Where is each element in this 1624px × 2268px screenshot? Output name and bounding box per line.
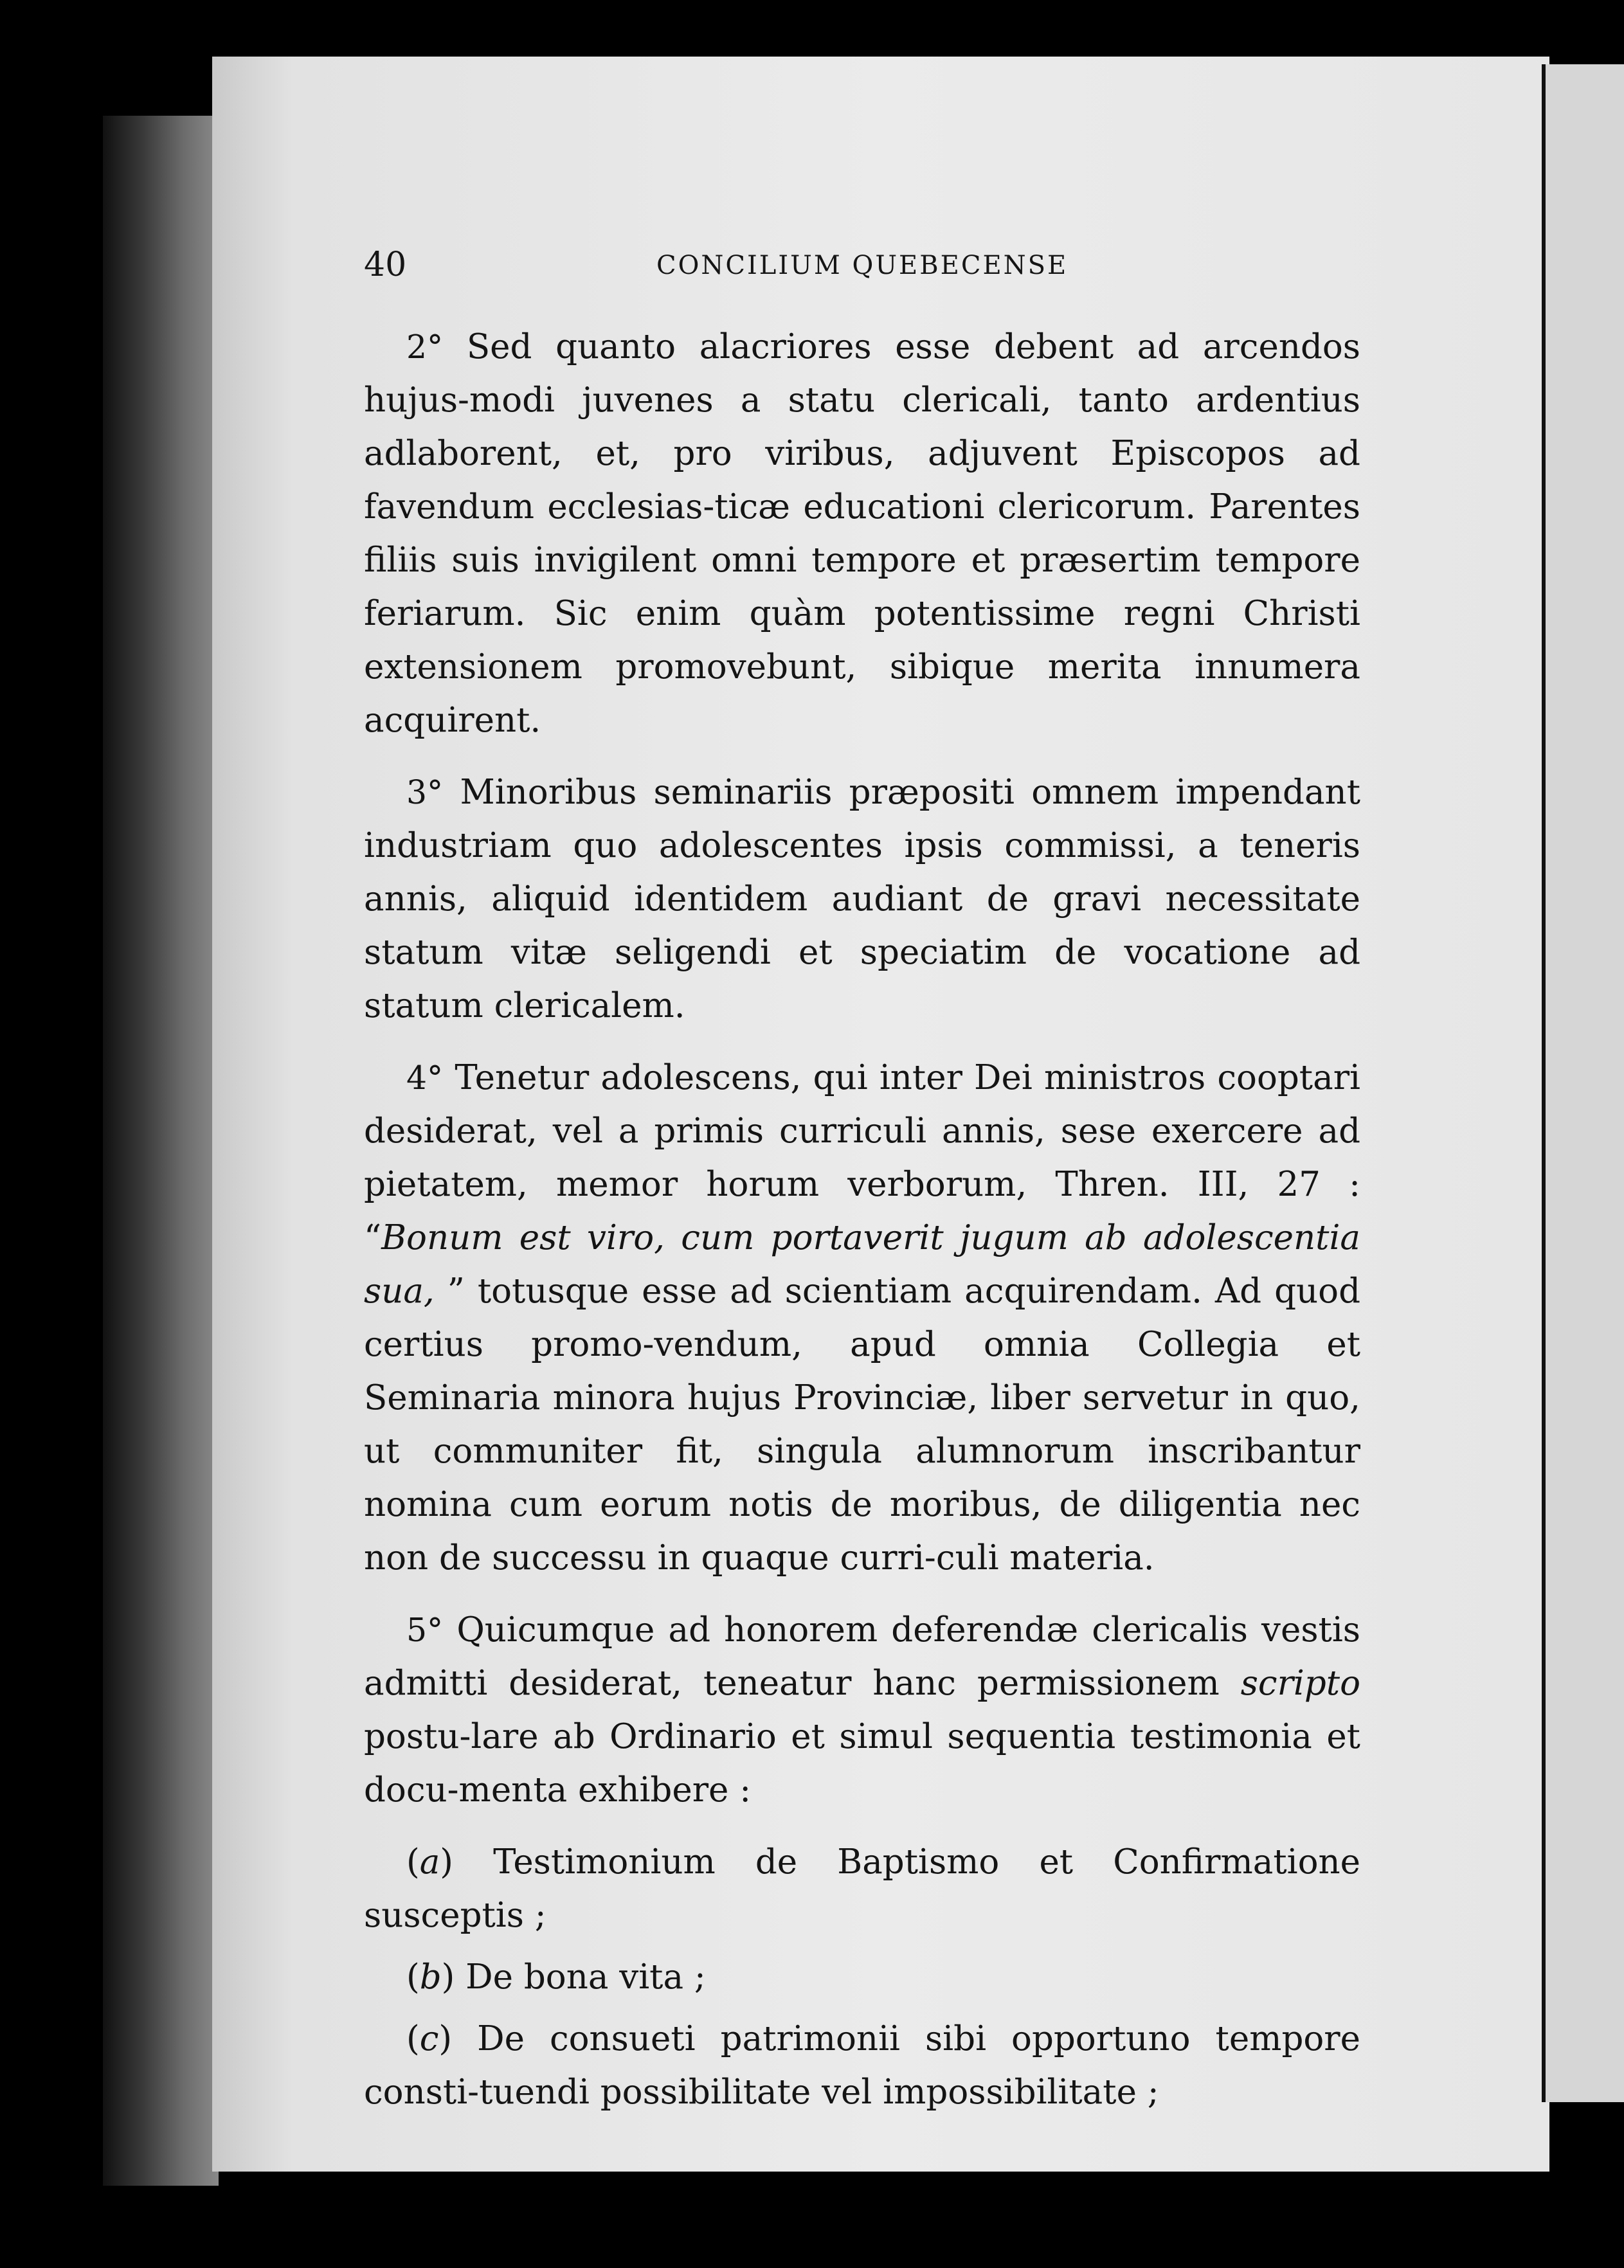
item-letter: c bbox=[419, 2019, 439, 2058]
scripture-quote: Bonum est viro, cum portaverit jugum ab adolescentia sua, bbox=[364, 1218, 1360, 1311]
list-item: (b) De bona vita ; bbox=[406, 1958, 706, 1997]
item-letter: b bbox=[419, 1958, 442, 1997]
paragraph-4 bbox=[364, 1051, 1360, 1585]
paragraph-number: 3° bbox=[406, 773, 444, 811]
page-body bbox=[364, 320, 1360, 2127]
book-spine-shadow bbox=[103, 116, 219, 2186]
list-item: (a) Testimonium de Baptismo et Confirmatione susceptis ; bbox=[364, 1842, 1360, 1935]
page-number: 40 bbox=[364, 246, 407, 284]
paragraph-number: 2° bbox=[406, 328, 444, 366]
paragraph-2 bbox=[364, 320, 1360, 747]
paragraph-text: Tenetur adolescens, qui inter Dei ministros cooptari desiderat, vel a primis curriculi annis, sese exercere ad pietatem, memor horum verborum, Thren. III, 27 : “ bbox=[364, 1058, 1360, 1257]
paragraph-number: 4° bbox=[406, 1059, 444, 1097]
facing-page-edge bbox=[1542, 64, 1624, 2102]
paragraph-text: Sed quanto alacriores esse debent ad arcendos hujus-modi juvenes a statu clericali, tanto ardentius adlaborent, et, pro viribus, adjuvent Episcopos ad favendum ecclesias-ticæ educationi clericorum. Parentes filiis suis invigilent omni tempore et præsertim tempore feriarum. Sic enim quàm potentissime regni Christi extensionem promovebunt, sibique merita innumera acquirent. bbox=[364, 327, 1360, 740]
running-title: CONCILIUM QUEBECENSE bbox=[656, 251, 1069, 280]
emphasis-word: scripto bbox=[1240, 1664, 1360, 1703]
item-text: Testimonium de Baptismo et Confirmatione susceptis ; bbox=[364, 1842, 1360, 1935]
paragraph-number: 5° bbox=[406, 1611, 444, 1649]
paragraph-text: Quicumque ad honorem deferendæ clericalis vestis admitti desiderat, teneatur hanc permissionem bbox=[364, 1610, 1360, 1703]
paragraph-text-continued: postu-lare ab Ordinario et simul sequentia testimonia et docu-menta exhibere : bbox=[364, 1717, 1360, 1810]
page-header bbox=[364, 246, 1354, 284]
paragraph-text: Minoribus seminariis præpositi omnem impendant industriam quo adolescentes ipsis commissi, a teneris annis, aliquid identidem audiant de gravi necessitate statum vitæ seligendi et speciatim de vocatione ad statum clericalem. bbox=[364, 773, 1360, 1025]
paragraph-text-continued: ” totusque esse ad scientiam acquirendam. Ad quod certius promo-vendum, apud omnia Collegia et Seminaria minora hujus Provinciæ, liber servetur in quo, ut communiter fit, singula alumnorum inscribantur nomina cum eorum notis de moribus, de diligentia nec non de successu in quaque curri-culi materia. bbox=[364, 1272, 1360, 1578]
item-text: De bona vita ; bbox=[465, 1958, 706, 1997]
paragraph-5 bbox=[364, 1603, 1360, 1817]
list-item: (c) De consueti patrimonii sibi opportuno tempore consti-tuendi possibilitate vel impossibilitate ; bbox=[364, 2019, 1360, 2112]
paragraph-3 bbox=[364, 766, 1360, 1032]
item-letter: a bbox=[419, 1842, 440, 1882]
item-text: De consueti patrimonii sibi opportuno tempore consti-tuendi possibilitate vel impossibilitate ; bbox=[364, 2019, 1360, 2112]
